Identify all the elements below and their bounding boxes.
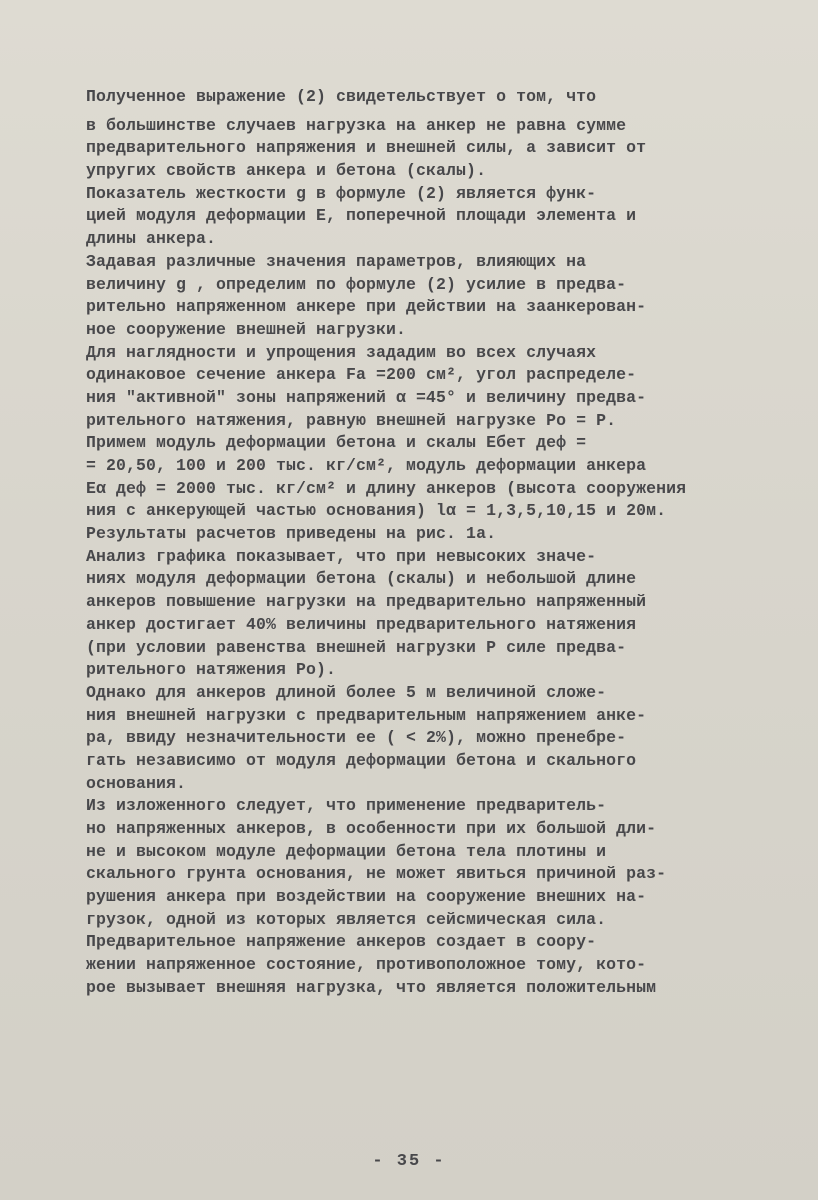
text-line: ния внешней нагрузки с предварительным напряжением анке-	[86, 705, 647, 725]
text-line: Из изложенного следует, что применение предваритель-	[86, 796, 607, 816]
text-line: но напряженных анкеров, в особенности при их большой дли-	[86, 819, 657, 838]
text-line: основания.	[86, 773, 187, 793]
text-line: Задавая различные значения параметров, влияющих на	[86, 251, 587, 271]
text-line: Результаты расчетов приведены на рис. 1а.	[86, 524, 497, 544]
text-line: ниях модуля деформации бетона (скалы) и небольшой длине	[86, 569, 637, 589]
text-line: рое вызывает внешняя нагрузка, что является положительным	[86, 977, 657, 997]
text-line: скального грунта основания, не может явиться причиной раз-	[86, 864, 667, 884]
text-line: рительного натяжения Pо).	[86, 660, 337, 680]
text-line: не и высоком модуле деформации бетона тела плотины и	[86, 841, 607, 861]
page-number: - 35 -	[372, 1152, 446, 1171]
text-line: Eα деф = 2000 тыс. кг/см² и длину анкеров (высота сооружения	[86, 478, 687, 498]
text-line: Предварительное напряжение анкеров создает в соору-	[86, 932, 597, 952]
text-line: (при условии равенства внешней нагрузки P силе предва-	[86, 637, 627, 657]
text-line: грузок, одной из которых является сейсмическая сила.	[86, 909, 607, 929]
text-line: Примем модуль деформации бетона и скалы Eбет деф =	[86, 433, 587, 453]
text-line: Анализ графика показывает, что при невысоких значе-	[86, 546, 597, 566]
text-line: в большинстве случаев нагрузка на анкер не равна сумме	[86, 115, 627, 135]
text-line: упругих свойств анкера и бетона (скалы).	[86, 161, 487, 181]
text-line: анкеров повышение нагрузки на предварительно напряженный	[86, 592, 647, 612]
text-line: жении напряженное состояние, противоположное тому, кото-	[86, 955, 647, 975]
text-line: ния "активной" зоны напряжений α =45° и величину предва-	[86, 387, 647, 407]
text-line: предварительного напряжения и внешней силы, а зависит от	[86, 138, 647, 158]
text-line: гать независимо от модуля деформации бетона и скального	[86, 750, 637, 770]
text-line: величину g , определим по формуле (2) усилие в предва-	[86, 274, 627, 294]
text-line: рительного натяжения, равную внешней нагрузке Pо = P.	[86, 410, 617, 430]
body-text	[86, 86, 768, 1000]
text-line: рушения анкера при воздействии на сооружение внешних на-	[86, 887, 647, 907]
text-line: рительно напряженном анкере при действии на заанкерован-	[86, 297, 647, 317]
text-line: ра, ввиду незначительности ее ( < 2%), можно пренебре-	[86, 728, 627, 748]
text-line: Полученное выражение (2) свидетельствует о том, что	[86, 87, 597, 106]
text-line: длины анкера.	[86, 229, 217, 249]
text-line: цией модуля деформации E, поперечной площади элемента и	[86, 206, 637, 226]
text-line: = 20,50, 100 и 200 тыс. кг/см², модуль деформации анкера	[86, 456, 647, 475]
text-line: анкер достигает 40% величины предварительного натяжения	[86, 614, 637, 634]
text-line: Показатель жесткости g в формуле (2) является функ-	[86, 183, 597, 203]
text-line: ное сооружение внешней нагрузки.	[86, 319, 407, 339]
text-line: Однако для анкеров длиной более 5 м величиной сложе-	[86, 682, 607, 702]
text-line: Для наглядности и упрощения зададим во всех случаях	[86, 342, 597, 362]
text-line: одинаковое сечение анкера Fa =200 см², угол распределе-	[86, 365, 637, 385]
text-line: ния с анкерующей частью основания) lα = 1,3,5,10,15 и 20м.	[86, 501, 667, 521]
